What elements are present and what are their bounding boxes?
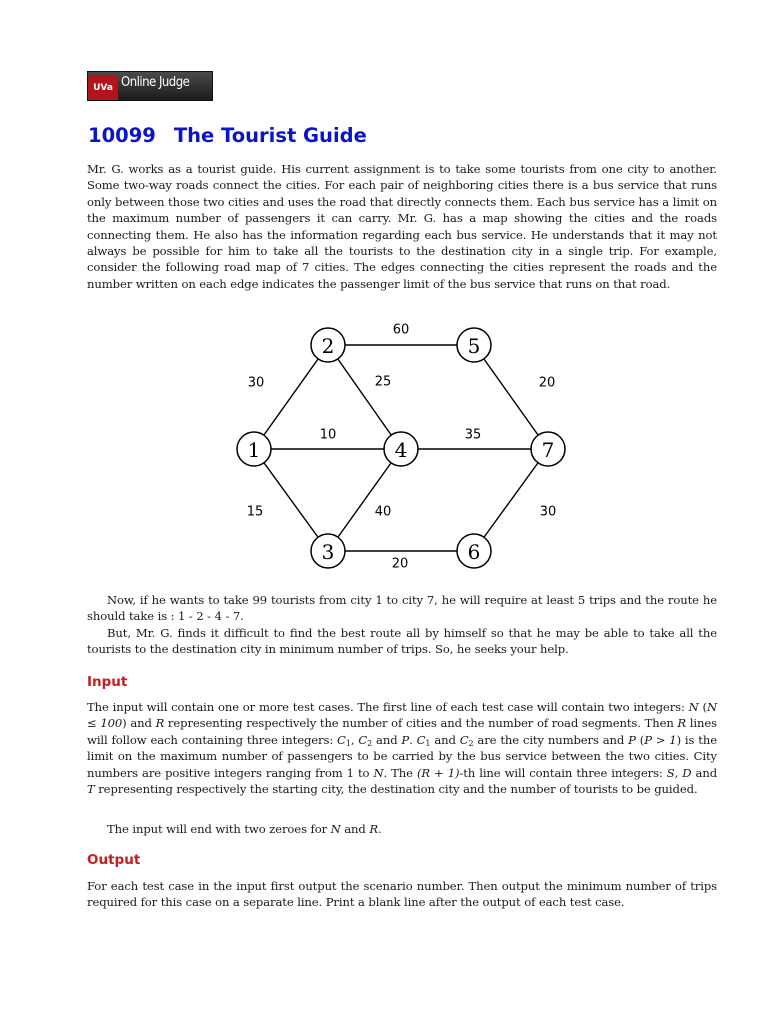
- city-node-4: [384, 432, 418, 466]
- edge-weight-1-4: 10: [319, 427, 337, 443]
- edge-weight-6-7: 30: [539, 504, 557, 520]
- help-paragraph: But, Mr. G. finds it difficult to find the best route all by himself so that he may be able to take all the tourists to the destination city in minimum number of trips. So, he seeks your help.: [87, 626, 717, 657]
- edge-2-4: [328, 345, 401, 449]
- edge-weight-1-2: 30: [247, 375, 265, 391]
- city-label-4: 4: [394, 438, 408, 462]
- edge-weight-3-6: 20: [391, 556, 409, 572]
- city-label-2: 2: [321, 334, 335, 358]
- problem-number: 10099: [88, 124, 156, 147]
- output-heading: Output: [87, 852, 141, 868]
- output-paragraph: For each test case in the input first output the scenario number. Then output the minimum number of trips required for this case on a separate line. Print a blank line after the output of each test case.: [87, 879, 717, 910]
- problem-title: The Tourist Guide: [173, 124, 367, 147]
- edge-weight-1-3: 15: [246, 504, 264, 520]
- city-label-6: 6: [467, 540, 481, 564]
- edge-weight-3-4: 40: [374, 504, 392, 520]
- edge-6-7: [474, 449, 548, 551]
- edge-weight-2-4: 25: [374, 374, 392, 390]
- edge-1-3: [254, 449, 328, 551]
- uva-badge: UVa: [88, 76, 118, 100]
- city-node-3: [311, 534, 345, 568]
- city-label-1: 1: [247, 438, 261, 462]
- edge-1-2: [254, 345, 328, 449]
- input-paragraph: The input will contain one or more test cases. The first line of each test case will contain two integers: N (N ≤ 100) and R representing respectively the number of cities and the number of road segments. Then R lines will follow each containing three integers: $C_1$, $C_2$ and P. $C_1$ and $C_2$ are the city numbers and P (P > 1) is the limit on the maximum number of passengers to be carried by the bus service between the two cities. City numbers are positive integers ranging from 1 to N. The (R + 1)-th line will contain three integers: S, D and T representing respectively the starting city, the destination city and the number of tourists to be guided.: [87, 700, 718, 797]
- city-label-5: 5: [467, 334, 481, 358]
- city-node-6: [457, 534, 491, 568]
- city-label-7: 7: [541, 438, 555, 462]
- intro-paragraph: Mr. G. works as a tourist guide. His current assignment is to take some tourists from one city to another. Some two-way roads connect the cities. For each pair of neighboring cities there is a bus service that runs only between those two cities and uses the road that directly connects them. Each bus service has a limit on the maximum number of passengers it can carry. Mr. G. has a map showing the cities and the roads connecting them. He also has the information regarding each bus service. He understands that it may not always be possible for him to take all the tourists to the destination city in a single trip. For example, consider the following road map of 7 cities. The edges connecting the cities represent the roads and the number written on each edge indicates the passenger limit of the bus service that runs on that road.: [87, 162, 717, 291]
- edge-5-7: [474, 345, 548, 449]
- edge-weight-2-5: 60: [392, 322, 410, 338]
- edge-weight-5-7: 20: [538, 375, 556, 391]
- input-end-note: The input will end with two zeroes for N and R.: [107, 822, 382, 836]
- city-node-5: [457, 328, 491, 362]
- city-node-2: [311, 328, 345, 362]
- city-label-3: 3: [321, 540, 335, 564]
- input-heading: Input: [87, 674, 128, 690]
- edge-weight-4-7: 35: [464, 427, 482, 443]
- example-paragraph: Now, if he wants to take 99 tourists from city 1 to city 7, he will require at least 5 trips and the route he should take is : 1 - 2 - 4 - 7.: [87, 593, 717, 624]
- brand-name: Online Judge: [121, 75, 190, 90]
- city-node-1: [237, 432, 271, 466]
- edge-3-4: [328, 449, 401, 551]
- city-node-7: [531, 432, 565, 466]
